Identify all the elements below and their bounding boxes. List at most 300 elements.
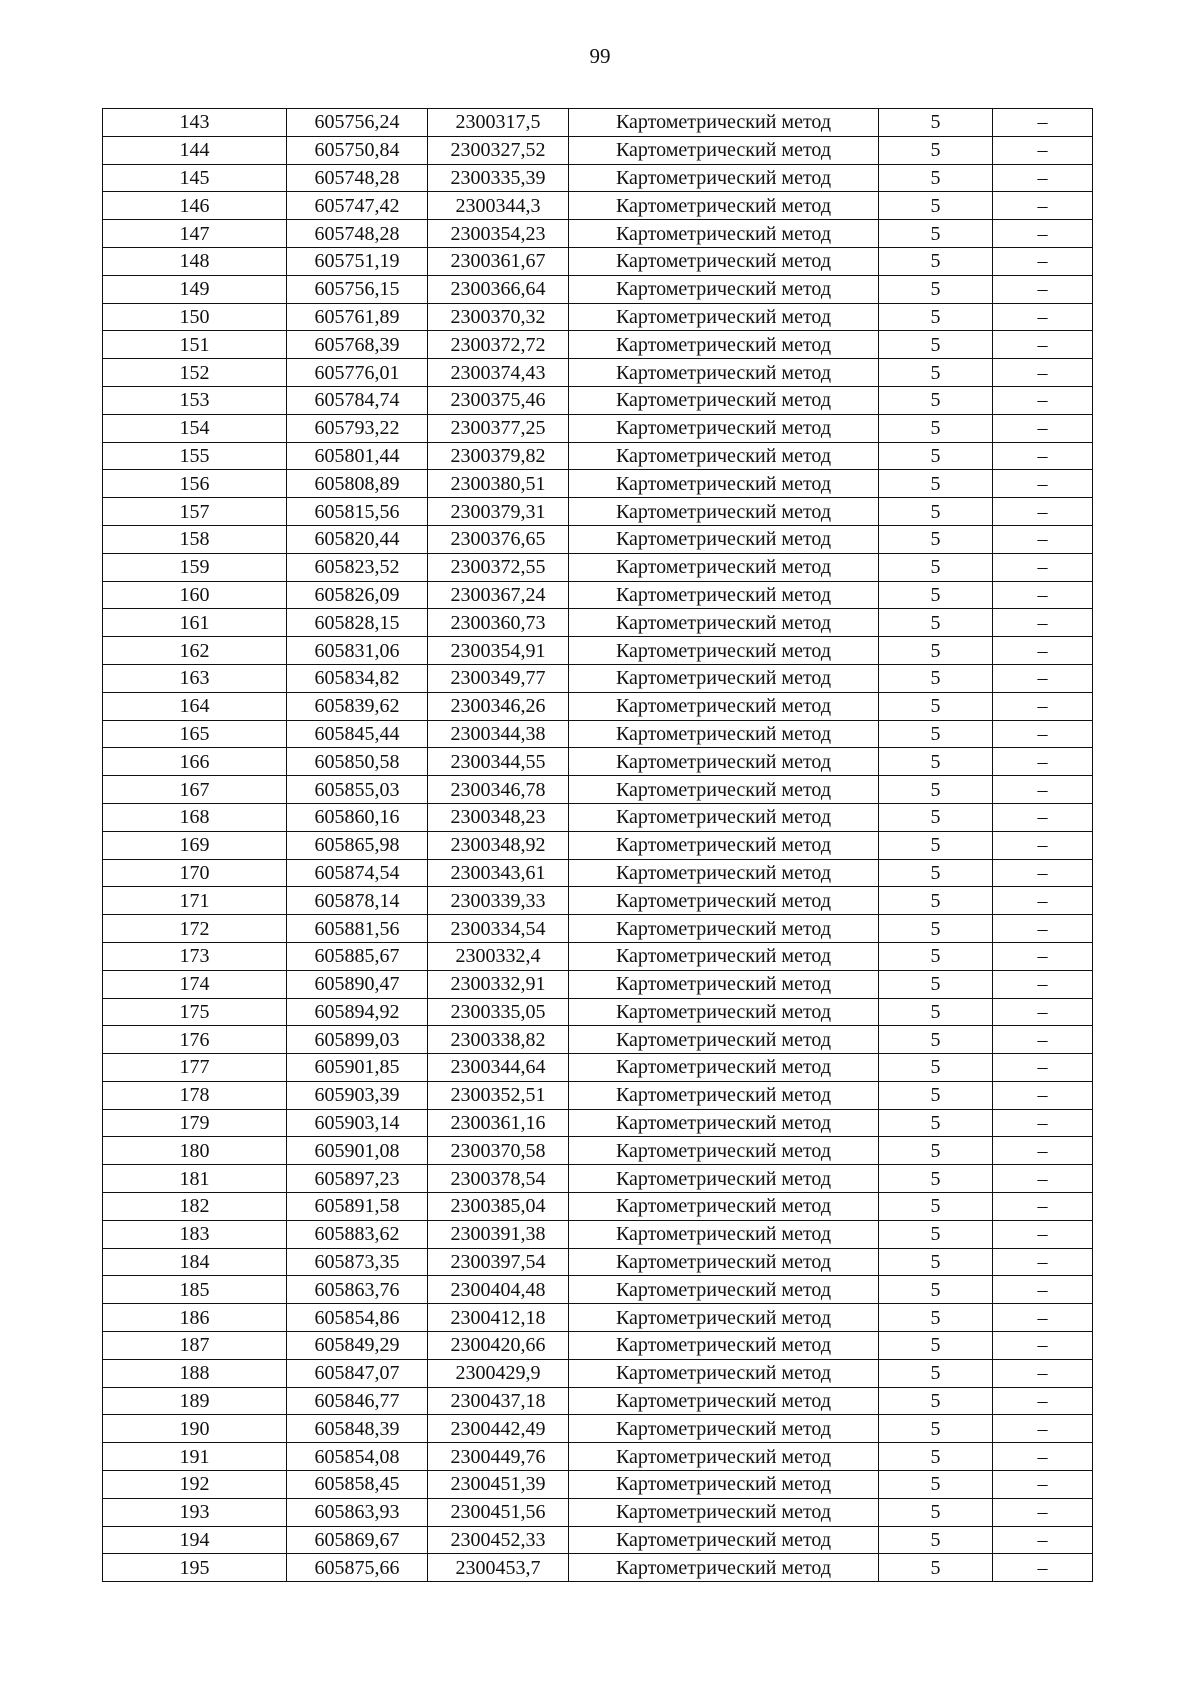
point-number-cell: 164 xyxy=(103,692,287,720)
description-cell: – xyxy=(993,164,1093,192)
accuracy-cell: 5 xyxy=(879,998,993,1026)
accuracy-cell: 5 xyxy=(879,136,993,164)
description-cell: – xyxy=(993,1248,1093,1276)
point-number-cell: 152 xyxy=(103,359,287,387)
point-number-cell: 191 xyxy=(103,1443,287,1471)
point-number-cell: 148 xyxy=(103,247,287,275)
description-cell: – xyxy=(993,1471,1093,1499)
point-number-cell: 195 xyxy=(103,1554,287,1582)
y-coordinate-cell: 2300379,82 xyxy=(428,442,569,470)
point-number-cell: 178 xyxy=(103,1081,287,1109)
method-cell: Картометрический метод xyxy=(569,275,879,303)
description-cell: – xyxy=(993,1137,1093,1165)
table-row xyxy=(103,109,1093,137)
y-coordinate-cell: 2300338,82 xyxy=(428,1026,569,1054)
y-coordinate-cell: 2300374,43 xyxy=(428,359,569,387)
point-number-cell: 149 xyxy=(103,275,287,303)
x-coordinate-cell: 605845,44 xyxy=(287,720,428,748)
accuracy-cell: 5 xyxy=(879,1026,993,1054)
description-cell: – xyxy=(993,664,1093,692)
description-cell: – xyxy=(993,609,1093,637)
table-row xyxy=(103,1220,1093,1248)
table-row xyxy=(103,303,1093,331)
accuracy-cell: 5 xyxy=(879,1498,993,1526)
accuracy-cell: 5 xyxy=(879,498,993,526)
point-number-cell: 194 xyxy=(103,1526,287,1554)
y-coordinate-cell: 2300451,39 xyxy=(428,1471,569,1499)
point-number-cell: 157 xyxy=(103,498,287,526)
y-coordinate-cell: 2300327,52 xyxy=(428,136,569,164)
y-coordinate-cell: 2300349,77 xyxy=(428,664,569,692)
table-row xyxy=(103,414,1093,442)
y-coordinate-cell: 2300335,05 xyxy=(428,998,569,1026)
page-number: 99 xyxy=(589,44,611,68)
method-cell: Картометрический метод xyxy=(569,359,879,387)
y-coordinate-cell: 2300343,61 xyxy=(428,859,569,887)
accuracy-cell: 5 xyxy=(879,1415,993,1443)
description-cell: – xyxy=(993,581,1093,609)
y-coordinate-cell: 2300361,16 xyxy=(428,1109,569,1137)
description-cell: – xyxy=(993,942,1093,970)
x-coordinate-cell: 605863,76 xyxy=(287,1276,428,1304)
point-number-cell: 188 xyxy=(103,1359,287,1387)
method-cell: Картометрический метод xyxy=(569,664,879,692)
point-number-cell: 175 xyxy=(103,998,287,1026)
description-cell: – xyxy=(993,1554,1093,1582)
accuracy-cell: 5 xyxy=(879,692,993,720)
x-coordinate-cell: 605855,03 xyxy=(287,776,428,804)
table-row xyxy=(103,331,1093,359)
x-coordinate-cell: 605850,58 xyxy=(287,748,428,776)
description-cell: – xyxy=(993,1193,1093,1221)
point-number-cell: 160 xyxy=(103,581,287,609)
point-number-cell: 165 xyxy=(103,720,287,748)
accuracy-cell: 5 xyxy=(879,192,993,220)
description-cell: – xyxy=(993,386,1093,414)
x-coordinate-cell: 605801,44 xyxy=(287,442,428,470)
method-cell: Картометрический метод xyxy=(569,470,879,498)
table-row xyxy=(103,553,1093,581)
table-row xyxy=(103,776,1093,804)
accuracy-cell: 5 xyxy=(879,414,993,442)
point-number-cell: 184 xyxy=(103,1248,287,1276)
accuracy-cell: 5 xyxy=(879,720,993,748)
y-coordinate-cell: 2300451,56 xyxy=(428,1498,569,1526)
y-coordinate-cell: 2300354,23 xyxy=(428,220,569,248)
x-coordinate-cell: 605761,89 xyxy=(287,303,428,331)
x-coordinate-cell: 605820,44 xyxy=(287,525,428,553)
x-coordinate-cell: 605784,74 xyxy=(287,386,428,414)
method-cell: Картометрический метод xyxy=(569,1081,879,1109)
accuracy-cell: 5 xyxy=(879,1276,993,1304)
table-row xyxy=(103,1026,1093,1054)
point-number-cell: 163 xyxy=(103,664,287,692)
accuracy-cell: 5 xyxy=(879,859,993,887)
y-coordinate-cell: 2300344,3 xyxy=(428,192,569,220)
description-cell: – xyxy=(993,970,1093,998)
method-cell: Картометрический метод xyxy=(569,1276,879,1304)
y-coordinate-cell: 2300379,31 xyxy=(428,498,569,526)
point-number-cell: 145 xyxy=(103,164,287,192)
point-number-cell: 166 xyxy=(103,748,287,776)
y-coordinate-cell: 2300370,58 xyxy=(428,1137,569,1165)
table-row xyxy=(103,498,1093,526)
description-cell: – xyxy=(993,1332,1093,1360)
y-coordinate-cell: 2300420,66 xyxy=(428,1332,569,1360)
accuracy-cell: 5 xyxy=(879,1304,993,1332)
method-cell: Картометрический метод xyxy=(569,331,879,359)
x-coordinate-cell: 605891,58 xyxy=(287,1193,428,1221)
point-number-cell: 154 xyxy=(103,414,287,442)
method-cell: Картометрический метод xyxy=(569,1248,879,1276)
accuracy-cell: 5 xyxy=(879,1220,993,1248)
description-cell: – xyxy=(993,220,1093,248)
x-coordinate-cell: 605874,54 xyxy=(287,859,428,887)
point-number-cell: 171 xyxy=(103,887,287,915)
point-number-cell: 144 xyxy=(103,136,287,164)
method-cell: Картометрический метод xyxy=(569,831,879,859)
point-number-cell: 177 xyxy=(103,1054,287,1082)
table-row xyxy=(103,1498,1093,1526)
accuracy-cell: 5 xyxy=(879,1054,993,1082)
method-cell: Картометрический метод xyxy=(569,1526,879,1554)
x-coordinate-cell: 605751,19 xyxy=(287,247,428,275)
description-cell: – xyxy=(993,1276,1093,1304)
description-cell: – xyxy=(993,831,1093,859)
y-coordinate-cell: 2300378,54 xyxy=(428,1165,569,1193)
point-number-cell: 193 xyxy=(103,1498,287,1526)
accuracy-cell: 5 xyxy=(879,386,993,414)
method-cell: Картометрический метод xyxy=(569,1054,879,1082)
table-row xyxy=(103,442,1093,470)
point-number-cell: 146 xyxy=(103,192,287,220)
x-coordinate-cell: 605885,67 xyxy=(287,942,428,970)
accuracy-cell: 5 xyxy=(879,1471,993,1499)
method-cell: Картометрический метод xyxy=(569,1471,879,1499)
accuracy-cell: 5 xyxy=(879,970,993,998)
point-number-cell: 179 xyxy=(103,1109,287,1137)
accuracy-cell: 5 xyxy=(879,915,993,943)
table-row xyxy=(103,915,1093,943)
method-cell: Картометрический метод xyxy=(569,1387,879,1415)
description-cell: – xyxy=(993,1081,1093,1109)
table-row xyxy=(103,970,1093,998)
y-coordinate-cell: 2300376,65 xyxy=(428,525,569,553)
table-row xyxy=(103,1471,1093,1499)
accuracy-cell: 5 xyxy=(879,359,993,387)
accuracy-cell: 5 xyxy=(879,776,993,804)
point-number-cell: 168 xyxy=(103,803,287,831)
y-coordinate-cell: 2300335,39 xyxy=(428,164,569,192)
table-row xyxy=(103,887,1093,915)
accuracy-cell: 5 xyxy=(879,303,993,331)
x-coordinate-cell: 605881,56 xyxy=(287,915,428,943)
x-coordinate-cell: 605899,03 xyxy=(287,1026,428,1054)
y-coordinate-cell: 2300404,48 xyxy=(428,1276,569,1304)
point-number-cell: 181 xyxy=(103,1165,287,1193)
method-cell: Картометрический метод xyxy=(569,386,879,414)
method-cell: Картометрический метод xyxy=(569,414,879,442)
description-cell: – xyxy=(993,776,1093,804)
description-cell: – xyxy=(993,414,1093,442)
table-row xyxy=(103,192,1093,220)
accuracy-cell: 5 xyxy=(879,553,993,581)
accuracy-cell: 5 xyxy=(879,1248,993,1276)
x-coordinate-cell: 605860,16 xyxy=(287,803,428,831)
accuracy-cell: 5 xyxy=(879,942,993,970)
table-row xyxy=(103,1276,1093,1304)
point-number-cell: 182 xyxy=(103,1193,287,1221)
accuracy-cell: 5 xyxy=(879,1387,993,1415)
x-coordinate-cell: 605865,98 xyxy=(287,831,428,859)
x-coordinate-cell: 605875,66 xyxy=(287,1554,428,1582)
table-row xyxy=(103,1387,1093,1415)
point-number-cell: 156 xyxy=(103,470,287,498)
description-cell: – xyxy=(993,1498,1093,1526)
method-cell: Картометрический метод xyxy=(569,303,879,331)
method-cell: Картометрический метод xyxy=(569,1165,879,1193)
method-cell: Картометрический метод xyxy=(569,720,879,748)
point-number-cell: 147 xyxy=(103,220,287,248)
description-cell: – xyxy=(993,915,1093,943)
y-coordinate-cell: 2300360,73 xyxy=(428,609,569,637)
y-coordinate-cell: 2300339,33 xyxy=(428,887,569,915)
description-cell: – xyxy=(993,109,1093,137)
table-row xyxy=(103,247,1093,275)
description-cell: – xyxy=(993,553,1093,581)
x-coordinate-cell: 605768,39 xyxy=(287,331,428,359)
description-cell: – xyxy=(993,748,1093,776)
accuracy-cell: 5 xyxy=(879,664,993,692)
point-number-cell: 167 xyxy=(103,776,287,804)
method-cell: Картометрический метод xyxy=(569,637,879,665)
table-row xyxy=(103,1193,1093,1221)
x-coordinate-cell: 605839,62 xyxy=(287,692,428,720)
table-row xyxy=(103,525,1093,553)
x-coordinate-cell: 605858,45 xyxy=(287,1471,428,1499)
table-row xyxy=(103,637,1093,665)
y-coordinate-cell: 2300412,18 xyxy=(428,1304,569,1332)
description-cell: – xyxy=(993,359,1093,387)
y-coordinate-cell: 2300346,26 xyxy=(428,692,569,720)
y-coordinate-cell: 2300334,54 xyxy=(428,915,569,943)
point-number-cell: 169 xyxy=(103,831,287,859)
accuracy-cell: 5 xyxy=(879,247,993,275)
accuracy-cell: 5 xyxy=(879,109,993,137)
accuracy-cell: 5 xyxy=(879,637,993,665)
table-row xyxy=(103,275,1093,303)
x-coordinate-cell: 605756,15 xyxy=(287,275,428,303)
description-cell: – xyxy=(993,637,1093,665)
description-cell: – xyxy=(993,720,1093,748)
x-coordinate-cell: 605834,82 xyxy=(287,664,428,692)
method-cell: Картометрический метод xyxy=(569,859,879,887)
method-cell: Картометрический метод xyxy=(569,1193,879,1221)
y-coordinate-cell: 2300366,64 xyxy=(428,275,569,303)
x-coordinate-cell: 605747,42 xyxy=(287,192,428,220)
description-cell: – xyxy=(993,192,1093,220)
method-cell: Картометрический метод xyxy=(569,1359,879,1387)
method-cell: Картометрический метод xyxy=(569,970,879,998)
point-number-cell: 185 xyxy=(103,1276,287,1304)
table-row xyxy=(103,1248,1093,1276)
y-coordinate-cell: 2300344,38 xyxy=(428,720,569,748)
y-coordinate-cell: 2300354,91 xyxy=(428,637,569,665)
description-cell: – xyxy=(993,1415,1093,1443)
point-number-cell: 172 xyxy=(103,915,287,943)
table-row xyxy=(103,1554,1093,1582)
accuracy-cell: 5 xyxy=(879,1109,993,1137)
table-row xyxy=(103,1526,1093,1554)
point-number-cell: 173 xyxy=(103,942,287,970)
description-cell: – xyxy=(993,1109,1093,1137)
y-coordinate-cell: 2300346,78 xyxy=(428,776,569,804)
table-row xyxy=(103,803,1093,831)
x-coordinate-cell: 605854,86 xyxy=(287,1304,428,1332)
x-coordinate-cell: 605748,28 xyxy=(287,164,428,192)
method-cell: Картометрический метод xyxy=(569,581,879,609)
x-coordinate-cell: 605878,14 xyxy=(287,887,428,915)
method-cell: Картометрический метод xyxy=(569,1498,879,1526)
description-cell: – xyxy=(993,1526,1093,1554)
accuracy-cell: 5 xyxy=(879,1554,993,1582)
description-cell: – xyxy=(993,498,1093,526)
point-number-cell: 183 xyxy=(103,1220,287,1248)
method-cell: Картометрический метод xyxy=(569,1304,879,1332)
x-coordinate-cell: 605748,28 xyxy=(287,220,428,248)
x-coordinate-cell: 605901,08 xyxy=(287,1137,428,1165)
point-number-cell: 186 xyxy=(103,1304,287,1332)
method-cell: Картометрический метод xyxy=(569,803,879,831)
y-coordinate-cell: 2300348,23 xyxy=(428,803,569,831)
point-number-cell: 187 xyxy=(103,1332,287,1360)
x-coordinate-cell: 605849,29 xyxy=(287,1332,428,1360)
method-cell: Картометрический метод xyxy=(569,887,879,915)
method-cell: Картометрический метод xyxy=(569,1415,879,1443)
table-row xyxy=(103,1165,1093,1193)
table-row xyxy=(103,359,1093,387)
y-coordinate-cell: 2300429,9 xyxy=(428,1359,569,1387)
x-coordinate-cell: 605756,24 xyxy=(287,109,428,137)
table-row xyxy=(103,470,1093,498)
method-cell: Картометрический метод xyxy=(569,247,879,275)
accuracy-cell: 5 xyxy=(879,887,993,915)
accuracy-cell: 5 xyxy=(879,748,993,776)
method-cell: Картометрический метод xyxy=(569,1026,879,1054)
y-coordinate-cell: 2300452,33 xyxy=(428,1526,569,1554)
accuracy-cell: 5 xyxy=(879,1443,993,1471)
table-row xyxy=(103,942,1093,970)
description-cell: – xyxy=(993,1026,1093,1054)
x-coordinate-cell: 605848,39 xyxy=(287,1415,428,1443)
y-coordinate-cell: 2300344,55 xyxy=(428,748,569,776)
accuracy-cell: 5 xyxy=(879,1526,993,1554)
table-row xyxy=(103,859,1093,887)
accuracy-cell: 5 xyxy=(879,609,993,637)
y-coordinate-cell: 2300437,18 xyxy=(428,1387,569,1415)
point-number-cell: 155 xyxy=(103,442,287,470)
y-coordinate-cell: 2300317,5 xyxy=(428,109,569,137)
y-coordinate-cell: 2300344,64 xyxy=(428,1054,569,1082)
x-coordinate-cell: 605750,84 xyxy=(287,136,428,164)
y-coordinate-cell: 2300385,04 xyxy=(428,1193,569,1221)
description-cell: – xyxy=(993,442,1093,470)
accuracy-cell: 5 xyxy=(879,442,993,470)
method-cell: Картометрический метод xyxy=(569,609,879,637)
y-coordinate-cell: 2300370,32 xyxy=(428,303,569,331)
method-cell: Картометрический метод xyxy=(569,192,879,220)
description-cell: – xyxy=(993,1304,1093,1332)
table-row xyxy=(103,1081,1093,1109)
description-cell: – xyxy=(993,1443,1093,1471)
y-coordinate-cell: 2300352,51 xyxy=(428,1081,569,1109)
table-row xyxy=(103,1359,1093,1387)
method-cell: Картометрический метод xyxy=(569,942,879,970)
x-coordinate-cell: 605828,15 xyxy=(287,609,428,637)
accuracy-cell: 5 xyxy=(879,1193,993,1221)
description-cell: – xyxy=(993,998,1093,1026)
table-row xyxy=(103,748,1093,776)
x-coordinate-cell: 605901,85 xyxy=(287,1054,428,1082)
table-row xyxy=(103,831,1093,859)
method-cell: Картометрический метод xyxy=(569,164,879,192)
accuracy-cell: 5 xyxy=(879,525,993,553)
table-row xyxy=(103,136,1093,164)
x-coordinate-cell: 605776,01 xyxy=(287,359,428,387)
x-coordinate-cell: 605903,14 xyxy=(287,1109,428,1137)
table-row xyxy=(103,1415,1093,1443)
accuracy-cell: 5 xyxy=(879,831,993,859)
table-row xyxy=(103,164,1093,192)
description-cell: – xyxy=(993,136,1093,164)
description-cell: – xyxy=(993,525,1093,553)
point-number-cell: 159 xyxy=(103,553,287,581)
y-coordinate-cell: 2300449,76 xyxy=(428,1443,569,1471)
description-cell: – xyxy=(993,859,1093,887)
y-coordinate-cell: 2300348,92 xyxy=(428,831,569,859)
table-row xyxy=(103,720,1093,748)
table-row xyxy=(103,998,1093,1026)
x-coordinate-cell: 605846,77 xyxy=(287,1387,428,1415)
table-row xyxy=(103,220,1093,248)
accuracy-cell: 5 xyxy=(879,1332,993,1360)
x-coordinate-cell: 605808,89 xyxy=(287,470,428,498)
x-coordinate-cell: 605873,35 xyxy=(287,1248,428,1276)
y-coordinate-cell: 2300361,67 xyxy=(428,247,569,275)
method-cell: Картометрический метод xyxy=(569,998,879,1026)
y-coordinate-cell: 2300377,25 xyxy=(428,414,569,442)
point-number-cell: 174 xyxy=(103,970,287,998)
point-number-cell: 162 xyxy=(103,637,287,665)
description-cell: – xyxy=(993,275,1093,303)
accuracy-cell: 5 xyxy=(879,164,993,192)
table-row xyxy=(103,1304,1093,1332)
accuracy-cell: 5 xyxy=(879,581,993,609)
point-number-cell: 192 xyxy=(103,1471,287,1499)
table-row xyxy=(103,1054,1093,1082)
point-number-cell: 158 xyxy=(103,525,287,553)
accuracy-cell: 5 xyxy=(879,220,993,248)
table-row xyxy=(103,1332,1093,1360)
description-cell: – xyxy=(993,1165,1093,1193)
table-row xyxy=(103,1109,1093,1137)
x-coordinate-cell: 605890,47 xyxy=(287,970,428,998)
point-number-cell: 189 xyxy=(103,1387,287,1415)
y-coordinate-cell: 2300367,24 xyxy=(428,581,569,609)
point-number-cell: 180 xyxy=(103,1137,287,1165)
table-row xyxy=(103,1137,1093,1165)
method-cell: Картометрический метод xyxy=(569,442,879,470)
